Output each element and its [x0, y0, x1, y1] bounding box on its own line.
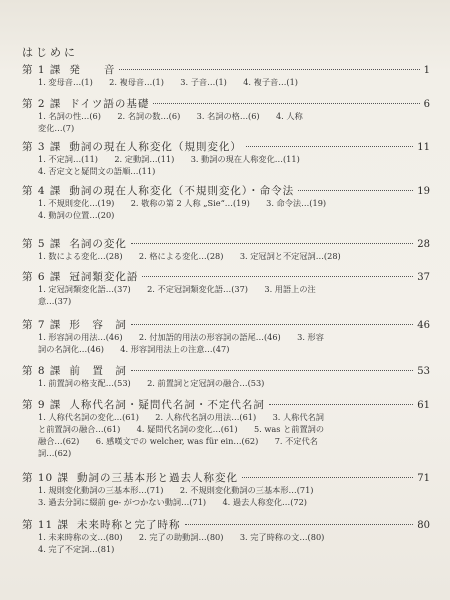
- chapter-number: 第 4 課: [22, 185, 62, 197]
- chapter-entry: [22, 96, 430, 134]
- section-list: [38, 153, 422, 177]
- page-number: 46: [417, 320, 430, 331]
- chapter-entry: [22, 363, 430, 389]
- chapter-title: 人称代名詞・疑問代名詞・不定代名詞: [69, 399, 265, 411]
- chapter-heading: [22, 517, 430, 531]
- section-line: 1. 前置詞の格支配…(53) 2. 前置詞と定冠詞の融合…(53): [38, 378, 265, 388]
- page-number: 53: [417, 366, 430, 377]
- page-number: 37: [417, 272, 430, 283]
- section-list: [38, 283, 422, 307]
- dot-leader: [142, 276, 413, 277]
- section-line: 4. 動詞の位置…(20): [38, 210, 115, 220]
- chapter-heading: [22, 183, 430, 197]
- section-line: 1. 数による変化…(28) 2. 格による変化…(28) 3. 定冠詞と不定冠詞…(28): [38, 251, 341, 261]
- section-line: 4. 完了不定詞…(81): [38, 544, 115, 554]
- chapter-title: 発 音: [69, 64, 116, 76]
- chapter-title: 動詞の現在人称変化（不規則変化）・命令法: [69, 185, 295, 197]
- section-line: 3. 過去分詞に綴前 ge- がつかない動詞…(71) 4. 過去人称変化…(72): [38, 497, 308, 507]
- chapter-heading: [22, 363, 430, 377]
- chapter-heading: [22, 236, 430, 250]
- dot-leader: [119, 69, 419, 70]
- section-list: [38, 331, 422, 355]
- section-line: 変化…(7): [38, 123, 75, 133]
- dot-leader: [298, 190, 413, 191]
- section-list: [38, 110, 422, 134]
- section-line: 1. 定冠詞類変化語…(37) 2. 不定冠詞類変化語…(37) 3. 用語上の注: [38, 284, 316, 294]
- section-line: 1. 名詞の性…(6) 2. 名詞の数…(6) 3. 名詞の格…(6) 4. 人称: [38, 111, 303, 121]
- chapter-title: 動詞の三基本形と過去人称変化: [77, 472, 239, 484]
- page-number: 19: [417, 186, 430, 197]
- page-number: 80: [417, 520, 430, 531]
- section-line: 1. 人称代名詞の変化…(61) 2. 人称代名詞の用法…(61) 3. 人称代名詞: [38, 412, 324, 422]
- section-list: [38, 411, 422, 459]
- section-line: 1. 不定詞…(11) 2. 定動詞…(11) 3. 動詞の現在人称変化…(11): [38, 154, 300, 164]
- section-line: と前置詞の融合…(61) 4. 疑問代名詞の変化…(61) 5. was と前置詞の: [38, 424, 325, 434]
- section-line: 4. 否定文と疑問文の語順…(11): [38, 166, 156, 176]
- chapter-number: 第 2 課: [22, 98, 62, 110]
- chapter-entry: [22, 236, 430, 262]
- chapter-heading: [22, 397, 430, 411]
- page-number: 61: [417, 400, 430, 411]
- chapter-number: 第 11 課: [22, 519, 70, 531]
- dot-leader: [269, 404, 413, 405]
- chapter-entry: [22, 183, 430, 221]
- section-list: [38, 484, 422, 508]
- chapter-title: 未来時称と完了時称: [77, 519, 181, 531]
- chapter-number: 第 1 課: [22, 64, 62, 76]
- page-number: 71: [417, 473, 430, 484]
- dot-leader: [153, 103, 419, 104]
- section-line: 詞…(62): [38, 448, 72, 458]
- chapter-number: 第 5 課: [22, 238, 62, 250]
- chapter-entry: [22, 317, 430, 355]
- chapter-heading: [22, 317, 430, 331]
- page-number: 11: [417, 142, 430, 153]
- section-list: [38, 377, 422, 389]
- chapter-number: 第 6 課: [22, 271, 62, 283]
- chapter-title: 形 容 詞: [69, 319, 127, 331]
- chapter-heading: [22, 62, 430, 76]
- intro-heading: はじめに: [22, 46, 78, 59]
- dot-leader: [242, 477, 413, 478]
- section-line: 1. 形容詞の用法…(46) 2. 付加語的用法の形容詞の語尾…(46) 3. 形容: [38, 332, 324, 342]
- section-line: 意…(37): [38, 296, 72, 306]
- dot-leader: [246, 146, 413, 147]
- dot-leader: [131, 243, 413, 244]
- chapter-title: 前 置 詞: [69, 365, 127, 377]
- section-line: 1. 不規則変化…(19) 2. 敬称の第 2 人称 „Sie“…(19) 3. 命令法…(19): [38, 198, 327, 208]
- page-number: 6: [423, 99, 430, 110]
- chapter-heading: [22, 470, 430, 484]
- section-line: 1. 規則変化動詞の三基本形…(71) 2. 不規則変化動詞の三基本形…(71): [38, 485, 314, 495]
- chapter-entry: [22, 62, 430, 88]
- chapter-number: 第 7 課: [22, 319, 62, 331]
- chapter-heading: [22, 96, 430, 110]
- section-list: [38, 197, 422, 221]
- chapter-entry: [22, 517, 430, 555]
- dot-leader: [131, 324, 413, 325]
- chapter-number: 第 3 課: [22, 141, 62, 153]
- dot-leader: [131, 370, 413, 371]
- page-number: 1: [423, 65, 430, 76]
- chapter-heading: [22, 139, 430, 153]
- chapter-heading: [22, 269, 430, 283]
- page-number: 28: [417, 239, 430, 250]
- chapter-title: ドイツ語の基礎: [69, 98, 150, 110]
- chapter-number: 第 8 課: [22, 365, 62, 377]
- chapter-entry: [22, 470, 430, 508]
- chapter-entry: [22, 269, 430, 307]
- section-line: 詞の名詞化…(46) 4. 形容詞用法上の注意…(47): [38, 344, 230, 354]
- section-line: 1. 未来時称の文…(80) 2. 完了の助動詞…(80) 3. 完了時称の文…(80): [38, 532, 325, 542]
- section-line: 1. 変母音…(1) 2. 複母音…(1) 3. 子音…(1) 4. 複子音…(1): [38, 77, 298, 87]
- section-list: [38, 76, 422, 88]
- section-list: [38, 531, 422, 555]
- chapter-entry: [22, 397, 430, 459]
- section-list: [38, 250, 422, 262]
- chapter-number: 第 9 課: [22, 399, 62, 411]
- section-line: 融合…(62) 6. 感嘆文での welcher, was für ein…(62) 7. 不定代名: [38, 436, 318, 446]
- chapter-title: 冠詞類変化語: [69, 271, 139, 283]
- chapter-title: 名詞の変化: [69, 238, 127, 250]
- chapter-number: 第 10 課: [22, 472, 70, 484]
- chapter-entry: [22, 139, 430, 177]
- dot-leader: [185, 524, 414, 525]
- chapter-title: 動詞の現在人称変化（規則変化）: [69, 141, 242, 153]
